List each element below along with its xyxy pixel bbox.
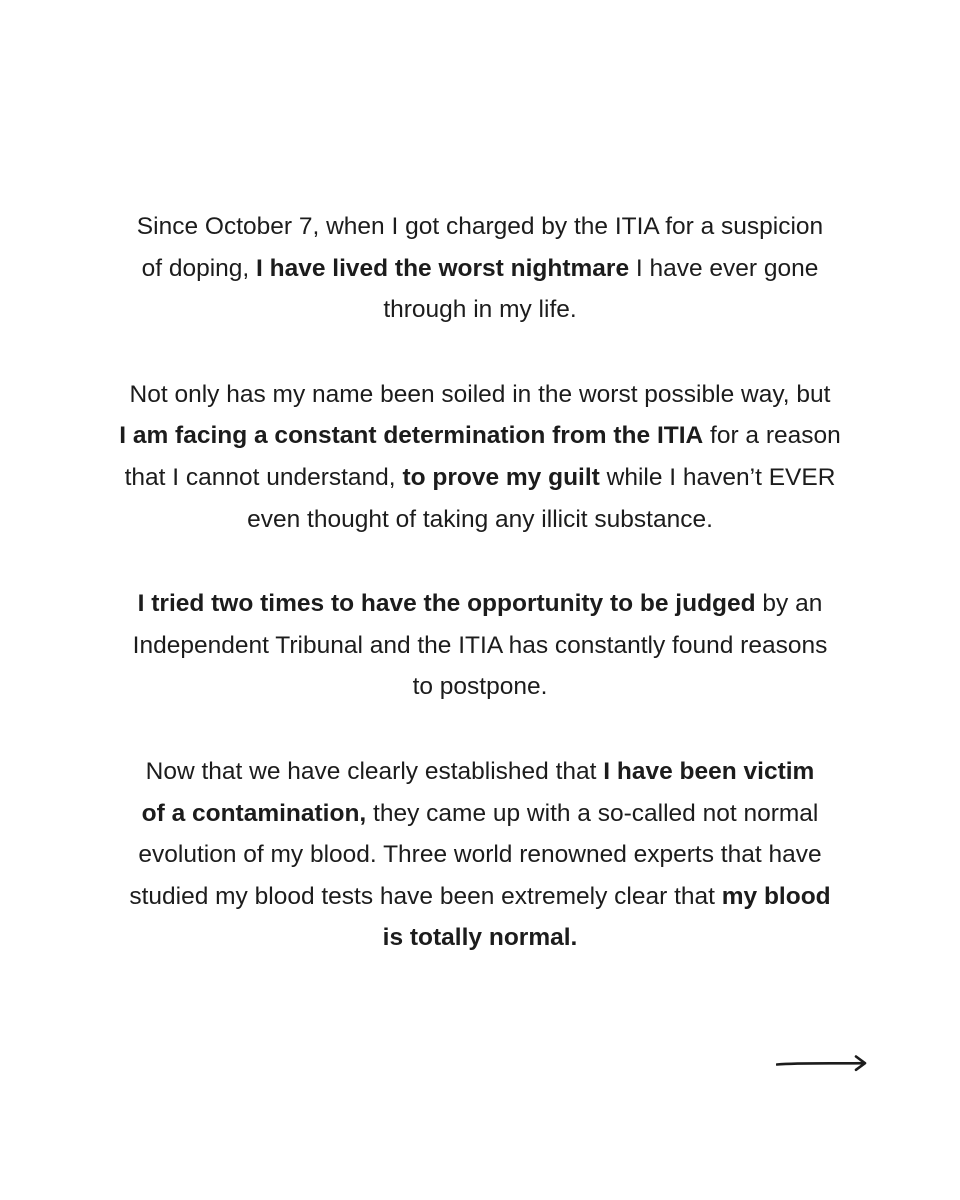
paragraph-3 (60, 583, 900, 708)
bold-span: I am facing a constant determination from the ITIA (119, 422, 704, 450)
text-span: to postpone. (412, 673, 548, 701)
bold-span: to prove my guilt (402, 463, 600, 491)
paragraph-line (60, 876, 900, 918)
paragraph-4 (60, 751, 900, 959)
bold-span: I have been victim (603, 757, 815, 785)
bold-span: is totally normal. (382, 924, 578, 952)
statement-text (60, 206, 900, 1002)
paragraph-line (60, 625, 900, 667)
text-span: while I haven’t EVER (599, 463, 836, 491)
text-span: even thought of taking any illicit substance. (247, 505, 713, 533)
paragraph-line (60, 917, 900, 959)
paragraph-line (60, 206, 900, 248)
text-span: by an (755, 590, 823, 618)
paragraph-2 (60, 374, 900, 540)
text-span: Now that we have clearly established that (145, 757, 604, 785)
text-span: Not only has my name been soiled in the worst possible way, but (129, 380, 831, 408)
paragraph-line (60, 666, 900, 708)
bold-span: of a contamination, (141, 799, 367, 827)
paragraph-line (60, 793, 900, 835)
text-span: Independent Tribunal and the ITIA has constantly found reasons (132, 631, 828, 659)
next-slide-button[interactable] (776, 1052, 870, 1074)
bold-span: my blood (721, 882, 831, 910)
text-span: evolution of my blood. Three world renowned experts that have (138, 841, 822, 869)
paragraph-line (60, 374, 900, 416)
text-span: that I cannot understand, (124, 463, 403, 491)
arrow-right-icon (776, 1052, 870, 1074)
paragraph-line (60, 289, 900, 331)
paragraph-1 (60, 206, 900, 331)
paragraph-line (60, 583, 900, 625)
text-span: Since October 7, when I got charged by the ITIA for a suspicion (136, 213, 824, 240)
paragraph-line (60, 248, 900, 290)
text-span: of doping, (141, 254, 257, 282)
bold-span: I tried two times to have the opportunity to be judged (137, 590, 756, 618)
text-span: through in my life. (383, 296, 577, 324)
text-span: they came up with a so-called not normal (366, 799, 819, 827)
paragraph-line (60, 499, 900, 541)
text-span: I have ever gone (629, 254, 819, 282)
paragraph-line (60, 415, 900, 457)
bold-span: I have lived the worst nightmare (256, 254, 630, 282)
paragraph-line (60, 751, 900, 793)
text-span: for a reason (703, 422, 841, 450)
paragraph-line (60, 457, 900, 499)
paragraph-line (60, 834, 900, 876)
text-span: studied my blood tests have been extremely clear that (129, 882, 722, 910)
